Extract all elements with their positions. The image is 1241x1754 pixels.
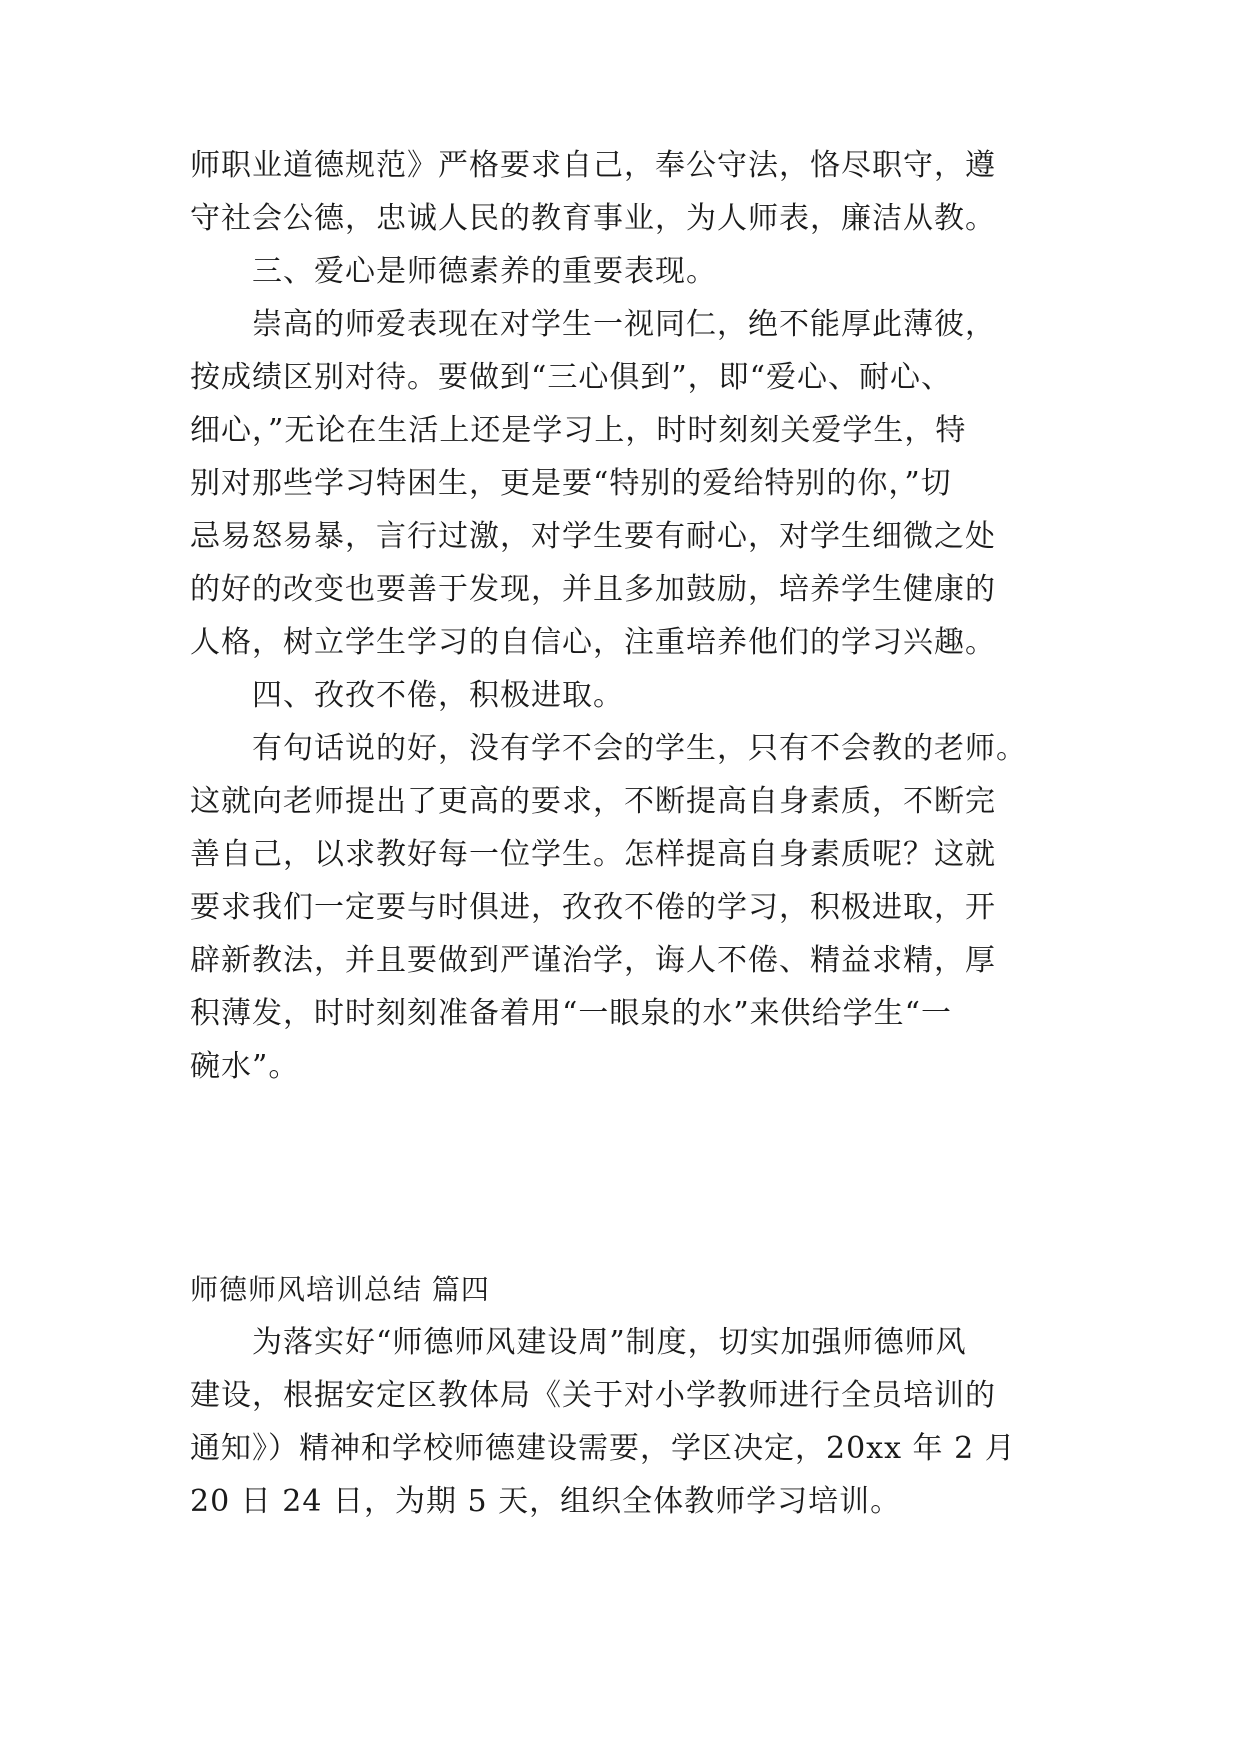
text-line: 善自己，以求教好每一位学生。怎样提高自身素质呢？这就: [190, 837, 996, 872]
subheading-3: 三、爱心是师德素养的重要表现。: [252, 254, 717, 289]
text-line: 崇高的师爱表现在对学生一视同仁，绝不能厚此薄彼，: [252, 307, 996, 342]
text-line: 碗水”。: [190, 1049, 300, 1084]
text-line: 的好的改变也要善于发现，并且多加鼓励，培养学生健康的: [190, 572, 996, 607]
subheading-4: 四、孜孜不倦，积极进取。: [252, 678, 624, 713]
text-line: 细心，”无论在生活上还是学习上，时时刻刻关爱学生，特: [190, 413, 967, 448]
text-line: 师职业道德规范》严格要求自己，奉公守法，恪尽职守，遵: [190, 148, 996, 183]
section-title: 师德师风培训总结 篇四: [190, 1273, 490, 1306]
text-line: 有句话说的好，没有学不会的学生，只有不会教的老师。: [252, 731, 1027, 766]
text-line: 辟新教法，并且要做到严谨治学，诲人不倦、精益求精，厚: [190, 943, 996, 978]
text-line: 20 日 24 日，为期 5 天，组织全体教师学习培训。: [190, 1484, 902, 1519]
text-line: 别对那些学习特困生，更是要“特别的爱给特别的你，”切: [190, 466, 952, 501]
text-line: 忌易怒易暴，言行过激，对学生要有耐心，对学生细微之处: [190, 519, 996, 554]
text-line: 按成绩区别对待。要做到“三心俱到”，即“爱心、耐心、: [190, 360, 953, 395]
text-line: 守社会公德，忠诚人民的教育事业，为人师表，廉洁从教。: [190, 201, 996, 236]
text-line: 通知》）精神和学校师德建设需要，学区决定，20xx 年 2 月: [190, 1431, 1016, 1466]
text-line: 为落实好“师德师风建设周”制度，切实加强师德师风: [252, 1325, 967, 1360]
text-line: 要求我们一定要与时俱进，孜孜不倦的学习，积极进取，开: [190, 890, 996, 925]
text-line: 积薄发，时时刻刻准备着用“一眼泉的水”来供给学生“一: [190, 996, 953, 1031]
text-line: 建设，根据安定区教体局《关于对小学教师进行全员培训的: [190, 1378, 996, 1413]
text-line: 人格，树立学生学习的自信心，注重培养他们的学习兴趣。: [190, 625, 996, 660]
text-line: 这就向老师提出了更高的要求，不断提高自身素质，不断完: [190, 784, 996, 819]
